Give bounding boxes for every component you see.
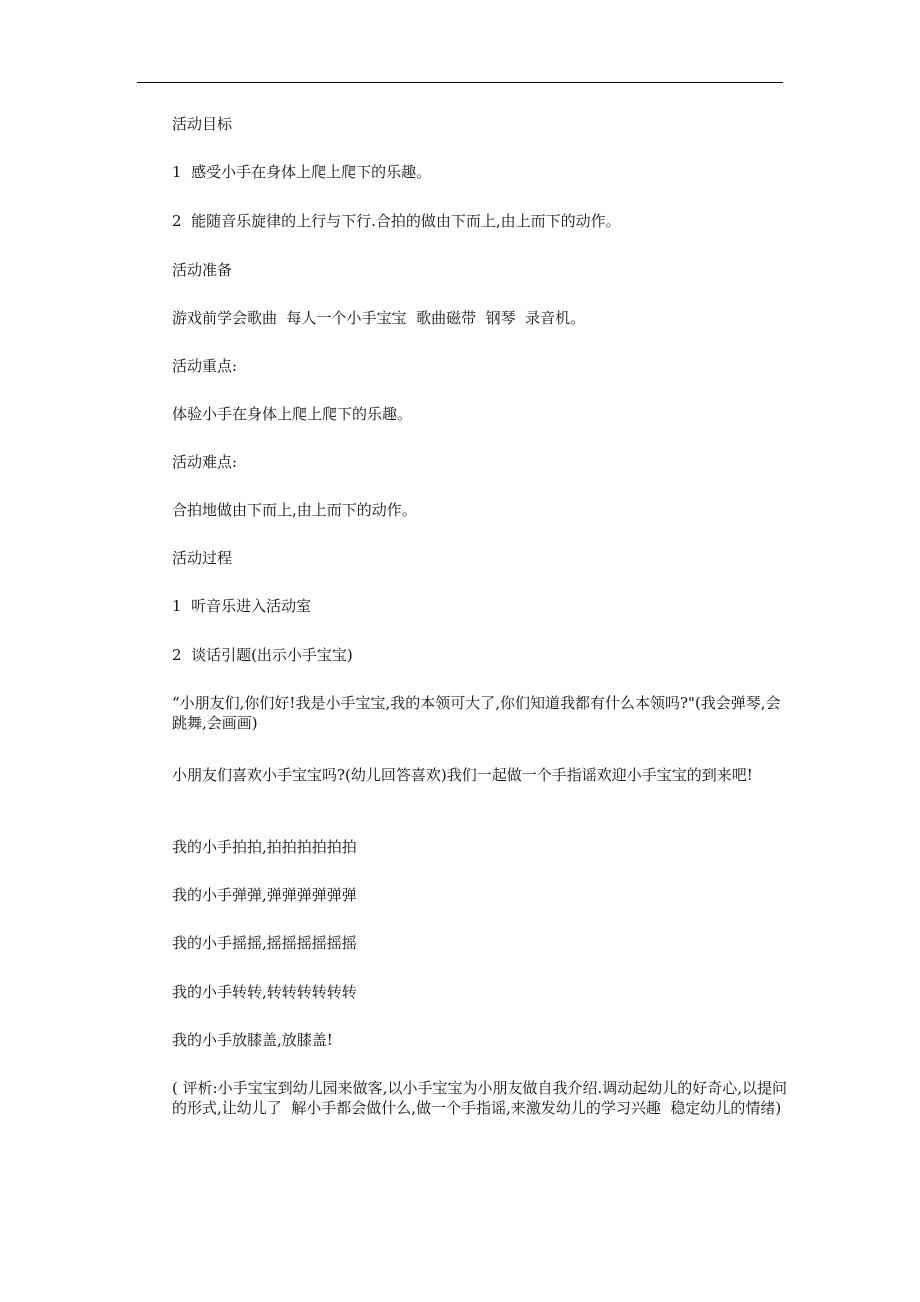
process-step-1: 1 听音乐进入活动室 xyxy=(172,597,312,615)
header-rule xyxy=(137,82,783,83)
goal-item-2: 2 能随音乐旋律的上行与下行.合拍的做由下而上,由上而下的动作。 xyxy=(172,212,621,230)
dialogue-paragraph: “小朋友们,你们好!我是小手宝宝,我的本领可大了,你们知道我都有什么本领吗?"(我会弹琴,会跳舞,会画画) xyxy=(172,694,781,732)
heading-activity-process: 活动过程 xyxy=(172,549,233,567)
difficulties-text: 合拍地做由下而上,由上而下的动作。 xyxy=(172,501,417,519)
heading-key-points: 活动重点: xyxy=(172,357,238,375)
heading-difficulties: 活动难点: xyxy=(172,453,238,471)
rhyme-line-5: 我的小手放膝盖,放膝盖! xyxy=(172,1031,333,1049)
heading-activity-preparation: 活动准备 xyxy=(172,261,233,279)
goal-item-1: 1 感受小手在身体上爬上爬下的乐趣。 xyxy=(172,163,432,181)
rhyme-line-2: 我的小手弹弹,弹弹弹弹弹弹 xyxy=(172,886,357,904)
preparation-text: 游戏前学会歌曲 每人一个小手宝宝 歌曲磁带 钢琴 录音机。 xyxy=(172,309,586,327)
key-points-text: 体验小手在身体上爬上爬下的乐趣。 xyxy=(172,405,413,423)
rhyme-line-3: 我的小手摇摇,摇摇摇摇摇摇 xyxy=(172,934,357,952)
rhyme-line-1: 我的小手拍拍,拍拍拍拍拍拍 xyxy=(172,838,357,856)
process-step-2: 2 谈话引题(出示小手宝宝) xyxy=(172,646,353,664)
rhyme-line-4: 我的小手转转,转转转转转转 xyxy=(172,983,357,1001)
finger-rhyme-intro: 小朋友们喜欢小手宝宝吗?(幼儿回答喜欢)我们一起做一个手指谣欢迎小手宝宝的到来吧! xyxy=(172,766,753,784)
heading-activity-goals: 活动目标 xyxy=(172,115,233,133)
commentary-paragraph: ( 评析:小手宝宝到幼儿园来做客,以小手宝宝为小朋友做自我介绍.调动起幼儿的好奇心,以提问的形式,让幼儿了 解小手都会做什么,做一个手指谣,来激发幼儿的学习兴趣 稳定幼儿的情绪) xyxy=(172,1079,787,1117)
